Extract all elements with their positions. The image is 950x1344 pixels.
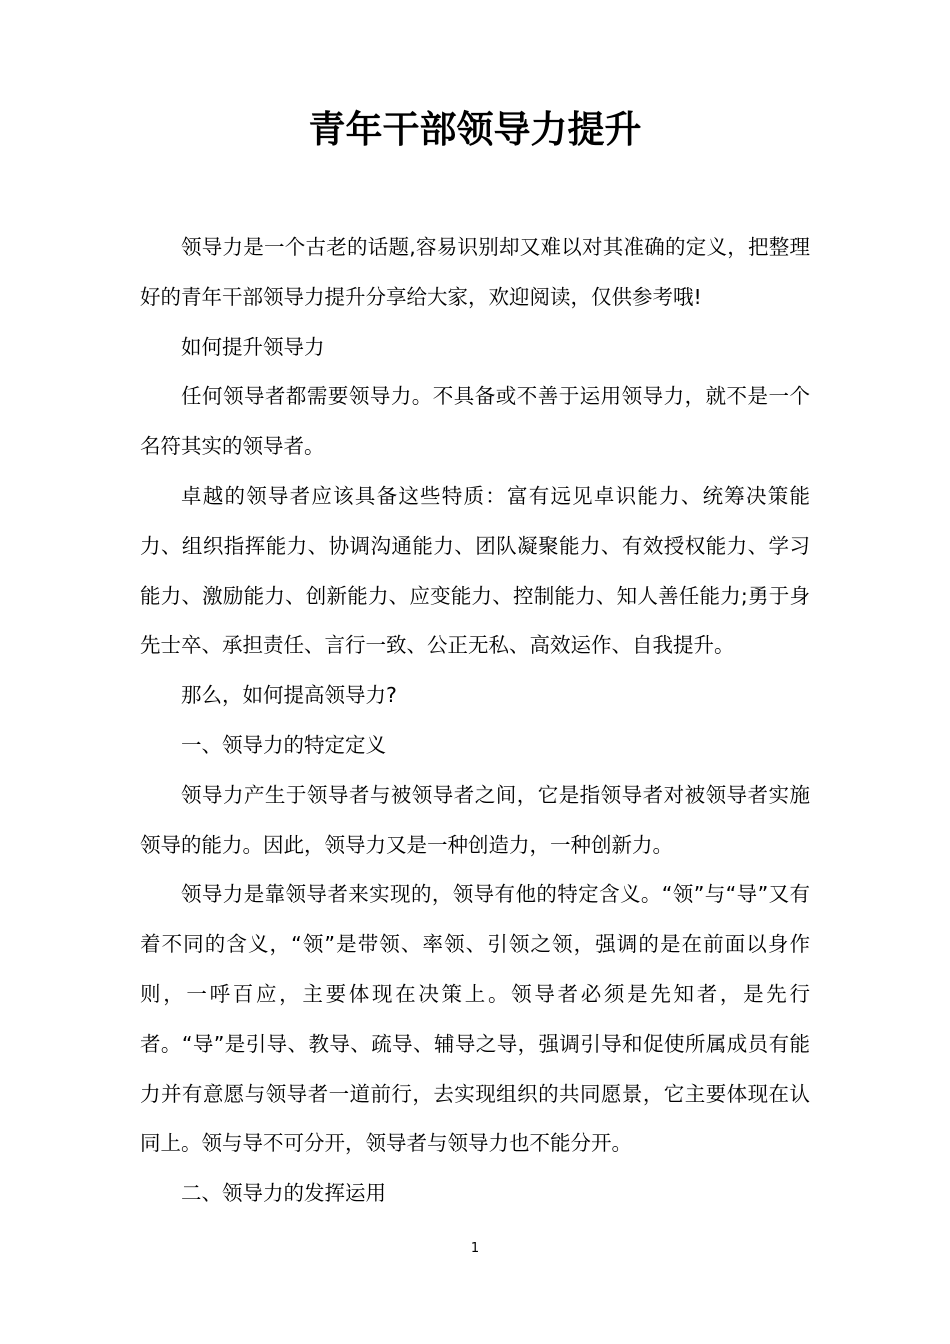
paragraph-heading-how-to-improve: 如何提升领导力 bbox=[181, 334, 325, 359]
section-heading-2: 二、领导力的发挥运用 bbox=[181, 1181, 386, 1206]
paragraph-definition: 领导力产生于领导者与被领导者之间，它是指领导者对被领导者实施领导的能力。因此，领导力又是一种创造力，一种创新力。 bbox=[140, 782, 810, 857]
paragraph-ling-and-dao: 领导力是靠领导者来实现的，领导有他的特定含义。“领”与“导”又有着不同的含义，“领”是带领、率领、引领之领，强调的是在前面以身作则，一呼百应，主要体现在决策上。领导者必须是先知者，是先行者。“导”是引导、教导、疏导、辅导之导，强调引导和促使所属成员有能力并有意愿与领导者一道前行，去实现组织的共同愿景，它主要体现在认同上。领与导不可分开，领导者与领导力也不能分开。 bbox=[140, 882, 810, 1156]
page-number: 1 bbox=[470, 1241, 480, 1256]
document-body bbox=[140, 223, 810, 1219]
paragraph-leader-traits: 卓越的领导者应该具备这些特质：富有远见卓识能力、统筹决策能力、组织指挥能力、协调沟通能力、团队凝聚能力、有效授权能力、学习能力、激励能力、创新能力、应变能力、控制能力、知人善任能力;勇于身先士卒、承担责任、言行一致、公正无私、高效运作、自我提升。 bbox=[140, 483, 810, 658]
paragraph-question: 那么，如何提高领导力? bbox=[181, 683, 397, 708]
section-heading-1: 一、领导力的特定定义 bbox=[181, 732, 386, 757]
paragraph-leaders-need-leadership: 任何领导者都需要领导力。不具备或不善于运用领导力，就不是一个名符其实的领导者。 bbox=[140, 384, 810, 459]
paragraph-intro: 领导力是一个古老的话题,容易识别却又难以对其准确的定义，把整理好的青年干部领导力提升分享给大家，欢迎阅读，仅供参考哦! bbox=[140, 235, 810, 309]
document-title: 青年干部领导力提升 bbox=[308, 108, 642, 151]
